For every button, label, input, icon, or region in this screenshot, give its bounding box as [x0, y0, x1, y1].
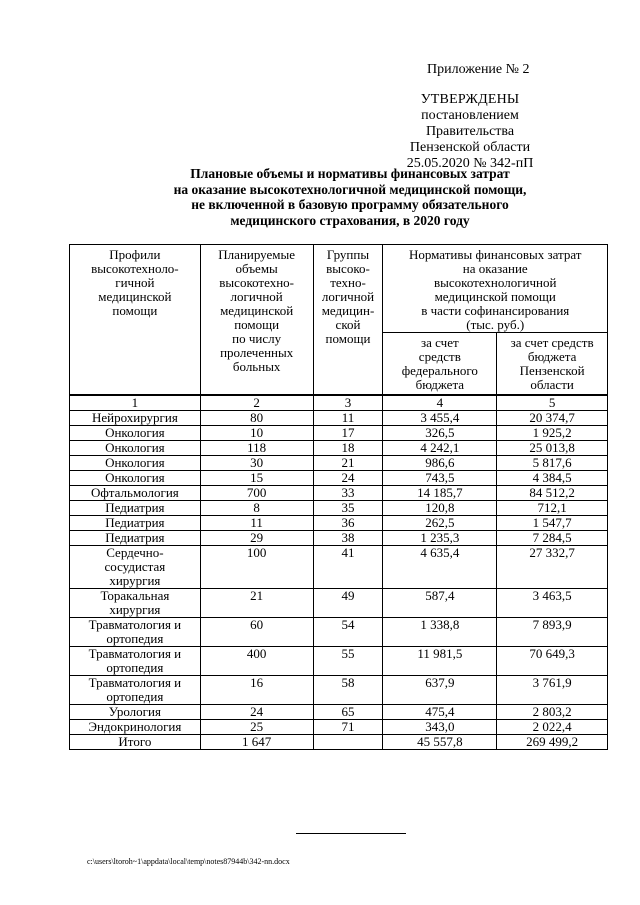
volume-cell: 80	[200, 411, 313, 426]
appendix-label: Приложение № 2	[427, 62, 530, 77]
group-cell: 55	[313, 647, 383, 676]
header-financial-norms	[383, 245, 608, 333]
regional-cell: 1 547,7	[497, 516, 608, 531]
group-cell: 54	[313, 618, 383, 647]
group-cell: 24	[313, 471, 383, 486]
profile-cell	[70, 676, 201, 705]
group-cell: 33	[313, 486, 383, 501]
volume-cell: 8	[200, 501, 313, 516]
regional-cell: 25 013,8	[497, 441, 608, 456]
column-number: 1	[70, 395, 201, 411]
approval-block	[380, 92, 560, 172]
group-cell: 18	[313, 441, 383, 456]
federal-cell: 326,5	[383, 426, 497, 441]
group-cell: 21	[313, 456, 383, 471]
volume-cell: 400	[200, 647, 313, 676]
title-line: на оказание высокотехнологичной медицинской помощи,	[173, 181, 527, 197]
regional-cell: 712,1	[497, 501, 608, 516]
group-cell: 49	[313, 589, 383, 618]
federal-cell: 986,6	[383, 456, 497, 471]
volume-cell: 1 647	[200, 735, 313, 750]
approved-line: постановлением Правительства	[421, 108, 519, 139]
header-text-line: (тыс. руб.)	[466, 317, 525, 332]
profile-text: Урология	[108, 704, 161, 719]
regional-cell: 2 022,4	[497, 720, 608, 735]
volume-cell: 11	[200, 516, 313, 531]
header-text-line: за счет	[421, 335, 459, 350]
profile-cell	[70, 705, 201, 720]
header-text-line: медицинской	[220, 303, 294, 318]
profile-text: Офтальмология	[91, 485, 179, 500]
header-text-line: Группы	[326, 247, 370, 262]
volume-cell: 60	[200, 618, 313, 647]
table-row	[70, 441, 608, 456]
group-cell: 38	[313, 531, 383, 546]
regional-cell: 3 761,9	[497, 676, 608, 705]
profile-text: Онкология	[105, 425, 165, 440]
group-cell: 65	[313, 705, 383, 720]
table-row	[70, 676, 608, 705]
header-groups	[313, 245, 383, 396]
header-text-line: помощи	[325, 331, 371, 346]
profile-text: Эндокринология	[88, 719, 182, 734]
profile-cell	[70, 546, 201, 589]
title-line: медицинского страхования, в 2020 году	[230, 212, 470, 228]
table-row	[70, 471, 608, 486]
header-text-line: области	[530, 377, 574, 392]
federal-cell: 1 338,8	[383, 618, 497, 647]
profile-cell	[70, 516, 201, 531]
header-text-line: высокотехно-	[219, 275, 294, 290]
document-title	[70, 166, 630, 228]
regional-cell: 3 463,5	[497, 589, 608, 618]
header-text-line: по числу	[232, 331, 282, 346]
group-cell: 35	[313, 501, 383, 516]
header-text-line: медицинской	[98, 289, 172, 304]
profile-text: Онкология	[105, 455, 165, 470]
group-cell: 71	[313, 720, 383, 735]
header-text-line: высоко-	[326, 261, 370, 276]
regional-cell: 2 803,2	[497, 705, 608, 720]
header-text-line: высокотехнологичной	[434, 275, 557, 290]
header-profiles	[70, 245, 201, 396]
table-row	[70, 647, 608, 676]
title-line: Плановые объемы и нормативы финансовых затрат	[190, 166, 510, 181]
federal-cell: 587,4	[383, 589, 497, 618]
volume-cell: 10	[200, 426, 313, 441]
volume-cell: 30	[200, 456, 313, 471]
volume-cell: 100	[200, 546, 313, 589]
header-federal-budget	[383, 333, 497, 396]
table-row	[70, 546, 608, 589]
federal-cell: 120,8	[383, 501, 497, 516]
federal-cell: 14 185,7	[383, 486, 497, 501]
volume-cell: 16	[200, 676, 313, 705]
header-text-line: ской	[335, 317, 361, 332]
header-text-line: федерального	[401, 363, 478, 378]
header-text-line: помощи	[234, 317, 280, 332]
table-row	[70, 486, 608, 501]
federal-cell: 4 242,1	[383, 441, 497, 456]
group-cell: 11	[313, 411, 383, 426]
profile-text: ортопедия	[106, 689, 164, 704]
header-text-line: в части софинансирования	[421, 303, 570, 318]
profile-cell	[70, 471, 201, 486]
regional-cell: 269 499,2	[497, 735, 608, 750]
total-row	[70, 735, 608, 750]
profile-text: ортопедия	[106, 631, 164, 646]
profile-cell	[70, 618, 201, 647]
profile-text: хирургия	[109, 573, 161, 588]
column-numbers-row	[70, 395, 608, 411]
volume-cell: 700	[200, 486, 313, 501]
group-cell: 36	[313, 516, 383, 531]
table-row	[70, 618, 608, 647]
header-text-line: больных	[232, 359, 281, 374]
header-text-line: Профили	[109, 247, 161, 262]
regional-cell: 4 384,5	[497, 471, 608, 486]
profile-cell	[70, 501, 201, 516]
header-text-line: гичной	[115, 275, 155, 290]
volume-cell: 24	[200, 705, 313, 720]
financing-table	[69, 244, 608, 750]
column-number: 4	[383, 395, 497, 411]
volume-cell: 29	[200, 531, 313, 546]
table-row	[70, 501, 608, 516]
header-text-line: средств	[418, 349, 461, 364]
table-row	[70, 589, 608, 618]
signature-line	[296, 833, 406, 834]
header-text-line: объемы	[235, 261, 278, 276]
regional-cell: 70 649,3	[497, 647, 608, 676]
volume-cell: 21	[200, 589, 313, 618]
regional-cell: 7 893,9	[497, 618, 608, 647]
profile-text: Онкология	[105, 470, 165, 485]
header-regional-budget	[497, 333, 608, 396]
profile-text: ортопедия	[106, 660, 164, 675]
profile-text: Нейрохирургия	[91, 410, 178, 425]
profile-cell	[70, 531, 201, 546]
approved-line: Пензенской области	[409, 140, 531, 155]
profile-text: Сердечно-	[106, 545, 164, 560]
header-text-line: Пензенской	[519, 363, 585, 378]
federal-cell: 11 981,5	[383, 647, 497, 676]
table-row	[70, 426, 608, 441]
approved-date: 25.05.2020 № 342-пП	[406, 156, 534, 171]
column-number: 5	[497, 395, 608, 411]
profile-cell	[70, 426, 201, 441]
header-text-line: техно-	[330, 275, 366, 290]
column-number: 2	[200, 395, 313, 411]
header-text-line: логичной	[321, 289, 375, 304]
federal-cell: 1 235,3	[383, 531, 497, 546]
regional-cell: 5 817,6	[497, 456, 608, 471]
approved-heading: УТВЕРЖДЕНЫ	[420, 92, 520, 107]
column-number: 3	[313, 395, 383, 411]
profile-cell	[70, 486, 201, 501]
header-text-line: за счет средств	[510, 335, 594, 350]
header-text-line: пролеченных	[220, 345, 294, 360]
volume-cell: 118	[200, 441, 313, 456]
federal-cell: 262,5	[383, 516, 497, 531]
profile-cell	[70, 589, 201, 618]
table-row	[70, 516, 608, 531]
header-text-line: помощи	[112, 303, 158, 318]
header-planned-volumes	[200, 245, 313, 396]
federal-cell: 45 557,8	[383, 735, 497, 750]
profile-cell	[70, 456, 201, 471]
volume-cell: 25	[200, 720, 313, 735]
profile-text: Травматология и	[88, 646, 182, 661]
header-text-line: высокотехноло-	[91, 261, 179, 276]
profile-cell	[70, 720, 201, 735]
header-text-line: бюджета	[527, 349, 577, 364]
title-line: не включенной в базовую программу обязательного	[191, 197, 509, 212]
profile-text: Педиатрия	[105, 500, 165, 515]
group-cell: 58	[313, 676, 383, 705]
table-row	[70, 720, 608, 735]
table-row	[70, 456, 608, 471]
header-text-line: медицин-	[321, 303, 375, 318]
profile-text: Онкология	[105, 440, 165, 455]
federal-cell: 637,9	[383, 676, 497, 705]
volume-cell: 15	[200, 471, 313, 486]
federal-cell: 3 455,4	[383, 411, 497, 426]
regional-cell: 1 925,2	[497, 426, 608, 441]
profile-text: Травматология и	[88, 617, 182, 632]
group-cell: 41	[313, 546, 383, 589]
header-text-line: на оказание	[462, 261, 528, 276]
table-row	[70, 531, 608, 546]
profile-text: Торакальная	[100, 588, 170, 603]
group-cell: 17	[313, 426, 383, 441]
profile-cell	[70, 411, 201, 426]
regional-cell: 27 332,7	[497, 546, 608, 589]
header-text-line: бюджета	[415, 377, 465, 392]
header-text-line: Нормативы финансовых затрат	[408, 247, 582, 262]
file-path: c:\users\ltoroh~1\appdata\local\temp\notes87944b\342-nn.docx	[87, 857, 290, 866]
profile-text: Педиатрия	[105, 515, 165, 530]
regional-cell: 7 284,5	[497, 531, 608, 546]
header-text-line: медицинской помощи	[434, 289, 556, 304]
federal-cell: 4 635,4	[383, 546, 497, 589]
profile-text: сосудистая	[104, 559, 166, 574]
profile-cell	[70, 735, 201, 750]
profile-cell	[70, 441, 201, 456]
header-text-line: логичной	[230, 289, 283, 304]
profile-text: Итого	[118, 734, 152, 749]
federal-cell: 343,0	[383, 720, 497, 735]
table-row	[70, 705, 608, 720]
profile-text: хирургия	[109, 602, 161, 617]
profile-cell	[70, 647, 201, 676]
table-row	[70, 411, 608, 426]
regional-cell: 20 374,7	[497, 411, 608, 426]
group-cell	[313, 735, 383, 750]
header-text-line: Планируемые	[218, 247, 296, 262]
federal-cell: 743,5	[383, 471, 497, 486]
regional-cell: 84 512,2	[497, 486, 608, 501]
profile-text: Травматология и	[88, 675, 182, 690]
federal-cell: 475,4	[383, 705, 497, 720]
profile-text: Педиатрия	[105, 530, 165, 545]
